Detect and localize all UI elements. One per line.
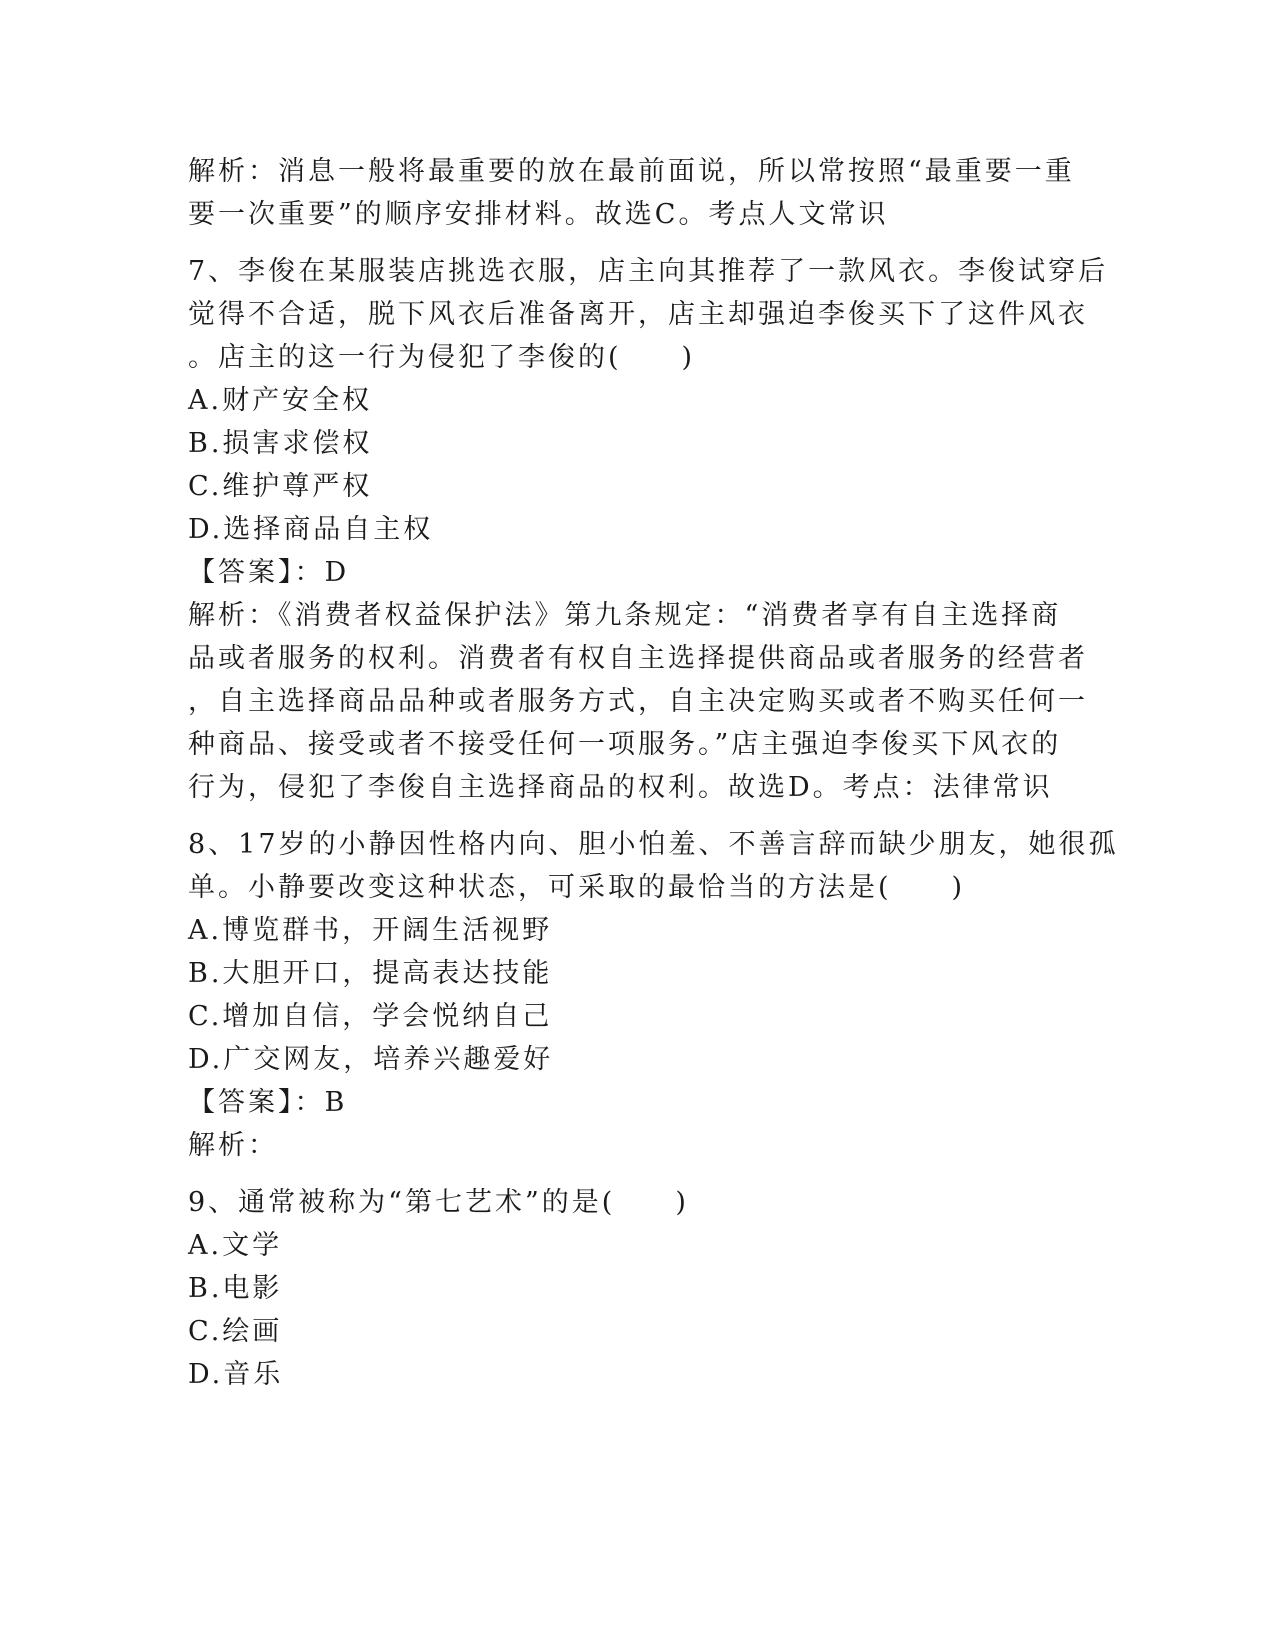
analysis-block bbox=[188, 150, 1088, 236]
option-d: D.广交网友，培养兴趣爱好 bbox=[188, 1044, 554, 1075]
option-d: D.音乐 bbox=[188, 1359, 284, 1390]
question-stem-line: 9、通常被称为“第七艺术”的是( ) bbox=[188, 1187, 689, 1218]
analysis-line: 品或者服务的权利。消费者有权自主选择提供商品或者服务的经营者 bbox=[188, 643, 1088, 674]
question-8 bbox=[188, 823, 1119, 1167]
analysis-line: 要一次重要”的顺序安排材料。故选C。考点人文常识 bbox=[188, 199, 889, 230]
document-page bbox=[188, 150, 1119, 1396]
option-a: A.财产安全权 bbox=[188, 385, 373, 416]
question-stem-line: 7、李俊在某服装店挑选衣服，店主向其推荐了一款风衣。李俊试穿后 bbox=[188, 256, 1109, 287]
option-c: C.维护尊严权 bbox=[188, 471, 373, 502]
option-a: A.文学 bbox=[188, 1230, 283, 1261]
analysis-line: 行为，侵犯了李俊自主选择商品的权利。故选D。考点：法律常识 bbox=[188, 772, 1053, 803]
option-b: B.损害求偿权 bbox=[188, 428, 373, 459]
question-9 bbox=[188, 1181, 1088, 1396]
option-d: D.选择商品自主权 bbox=[188, 514, 434, 545]
answer-line: 【答案】：B bbox=[188, 1087, 348, 1118]
question-7 bbox=[188, 250, 1109, 809]
question-stem-line: 觉得不合适，脱下风衣后准备离开，店主却强迫李俊买下了这件风衣 bbox=[188, 299, 1088, 330]
option-b: B.电影 bbox=[188, 1273, 283, 1304]
option-c: C.绘画 bbox=[188, 1316, 283, 1347]
option-a: A.博览群书，开阔生活视野 bbox=[188, 915, 553, 946]
analysis-line: 解析：消息一般将最重要的放在最前面说，所以常按照“最重要一重 bbox=[188, 156, 1075, 187]
analysis-line: 解析： bbox=[188, 1130, 278, 1161]
question-stem-line: 单。小静要改变这种状态，可采取的最恰当的方法是( ) bbox=[188, 872, 966, 903]
question-stem-line: 8、17岁的小静因性格内向、胆小怕羞、不善言辞而缺少朋友，她很孤 bbox=[188, 829, 1119, 860]
option-c: C.增加自信，学会悦纳自己 bbox=[188, 1001, 553, 1032]
analysis-line: 解析：《消费者权益保护法》第九条规定：“消费者享有自主选择商 bbox=[188, 600, 1062, 631]
analysis-line: 种商品、接受或者不接受任何一项服务。”店主强迫李俊买下风衣的 bbox=[188, 729, 1062, 760]
question-stem-line: 。店主的这一行为侵犯了李俊的( ) bbox=[188, 342, 696, 373]
answer-line: 【答案】：D bbox=[188, 557, 350, 588]
analysis-line: ，自主选择商品品种或者服务方式，自主决定购买或者不购买任何一 bbox=[188, 686, 1088, 717]
option-b: B.大胆开口，提高表达技能 bbox=[188, 958, 553, 989]
